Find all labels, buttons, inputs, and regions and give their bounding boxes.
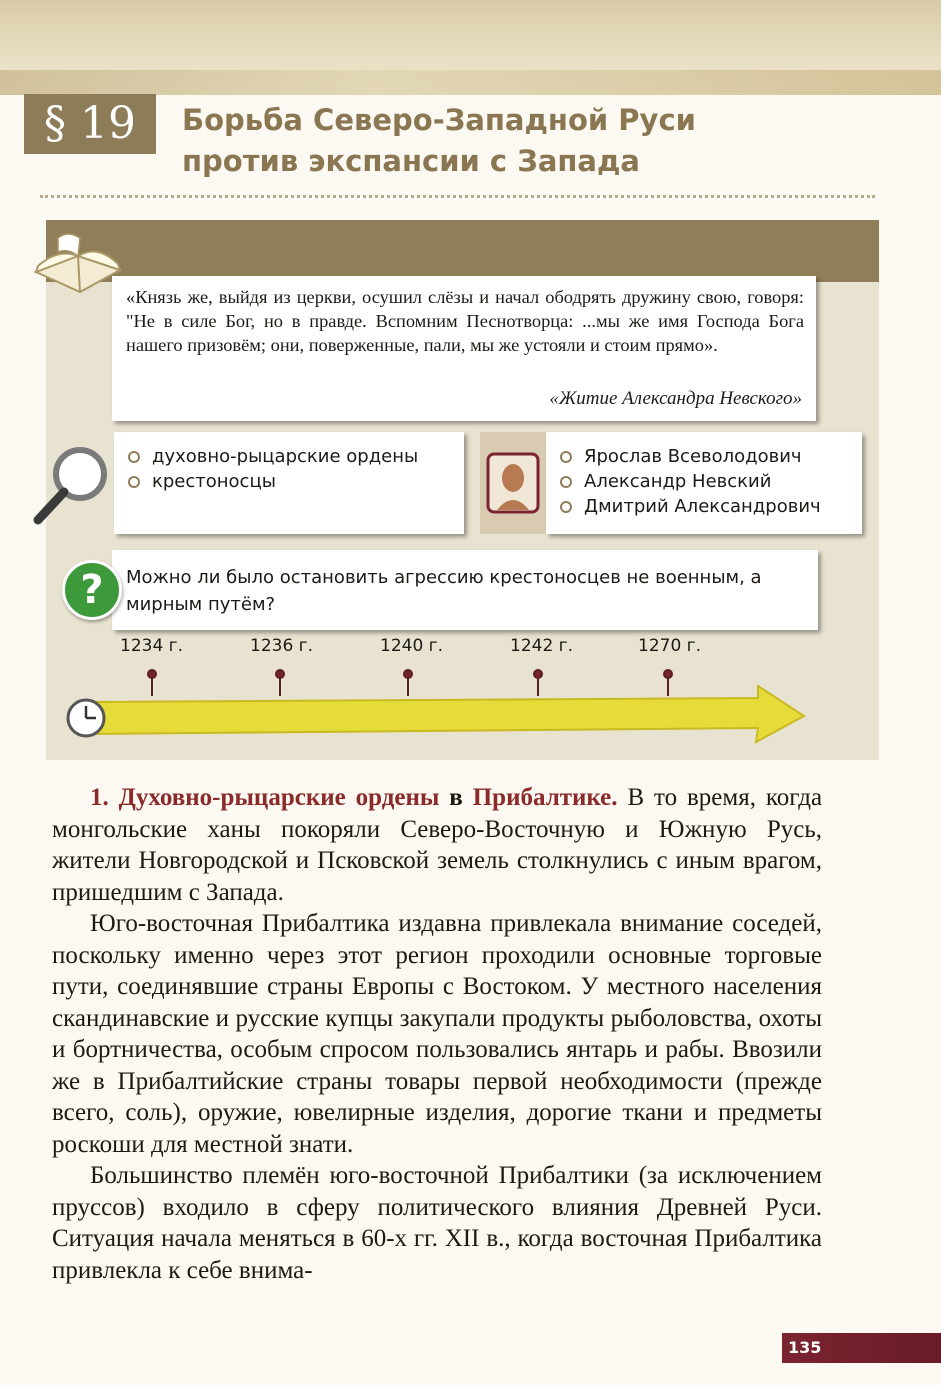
key-terms-list	[114, 444, 418, 494]
timeline-date: 1270 г.	[638, 636, 702, 656]
timeline-date: 1242 г.	[510, 636, 574, 656]
page-number: 135	[788, 1338, 822, 1357]
timeline-marker	[404, 670, 412, 678]
timeline-arrow	[86, 686, 804, 742]
term-item	[114, 444, 418, 469]
magnifier-icon	[28, 438, 118, 528]
person-icon	[480, 432, 546, 534]
term-item	[114, 469, 418, 494]
quote-box	[112, 276, 816, 421]
feature-panel-header	[46, 220, 879, 282]
section-heading-part-b: Прибалтике.	[472, 784, 618, 811]
bullet-icon	[128, 451, 140, 463]
bullet-icon	[560, 451, 572, 463]
section-paragraph-2: Юго-восточная Прибалтика издавна привлекала внимание соседей, поскольку именно через этот регион проходили основные торговые пути, соединявшие страны Европы с Востоком. У местного населения скандинавские и русские купцы закупали продукты рыболовства, охоты и бортничества, особым спросом пользовались янтарь и рабы. Ввозили же в Прибалтийские страны товары первой необходимости (прежде всего, соль), оружие, ювелирные изделия, дорогие ткани и предметы роскоши для местной знати.	[52, 910, 822, 1158]
key-persons-box	[546, 432, 862, 534]
person-item	[546, 444, 821, 469]
timeline-marker	[664, 670, 672, 678]
timeline-marker	[534, 670, 542, 678]
timeline-date: 1236 г.	[250, 636, 314, 656]
person-icon-tile	[480, 432, 546, 534]
question-mark-icon: ?	[62, 560, 122, 620]
section-number: 1.	[90, 784, 109, 811]
body-text	[52, 782, 822, 1286]
paragraph-number: § 19	[24, 94, 156, 154]
banner-decoration	[0, 70, 941, 95]
section-heading-join: в	[449, 784, 463, 811]
section-paragraph-1	[52, 782, 822, 908]
timeline-date: 1234 г.	[120, 636, 184, 656]
quote-source: «Житие Александра Невского»	[549, 388, 802, 409]
dotted-divider	[40, 195, 875, 198]
key-persons-list	[546, 444, 821, 519]
bullet-icon	[560, 476, 572, 488]
section-paragraph-3: Большинство племён юго-восточной Прибалтики (за исключением пруссов) входило в сферу политического влияния Древней Руси. Ситуация начала меняться в 60-х гг. XII в., когда восточная Прибалтика привлекла к себе внима-	[52, 1162, 822, 1284]
title-line-1: Борьба Северо-Западной Руси	[182, 103, 696, 137]
person-item	[546, 494, 821, 519]
header-banner	[0, 0, 941, 95]
person-label: Александр Невский	[584, 471, 772, 492]
term-label: крестоносцы	[152, 471, 276, 492]
title-line-2: против экспансии с Запада	[182, 144, 640, 178]
person-item	[546, 469, 821, 494]
timeline-marker	[276, 670, 284, 678]
key-terms-box	[114, 432, 464, 534]
question-text: Можно ли было остановить агрессию крестоносцев не военным, а мирным путём?	[126, 567, 762, 615]
section-heading-part-a: Духовно-рыцарские ордены	[118, 784, 440, 811]
bullet-icon	[128, 476, 140, 488]
person-label: Ярослав Всеволодович	[584, 446, 802, 467]
timeline-marker	[148, 670, 156, 678]
person-label: Дмитрий Александрович	[584, 496, 821, 517]
bullet-icon	[560, 501, 572, 513]
question-box	[112, 550, 818, 630]
section-lead: В то время, когда монгольские ханы покоряли Северо-Восточную и Южную Русь, жители Новгородской и Псковской земель столкнулись с иным врагом, пришедшим с Запада.	[52, 784, 823, 906]
timeline-date: 1240 г.	[380, 636, 444, 656]
page-title	[182, 100, 922, 182]
quote-text: «Князь же, выйдя из церкви, осушил слёзы и начал ободрять дружину свою, говоря: "Не в силе Бог, но в правде. Вспомним Песнотворца: ...мы же имя Господа Бога нашего призовём; они, поверженные, пали, мы же устояли и стоим прямо».	[126, 287, 804, 355]
term-label: духовно-рыцарские ордены	[152, 446, 419, 467]
